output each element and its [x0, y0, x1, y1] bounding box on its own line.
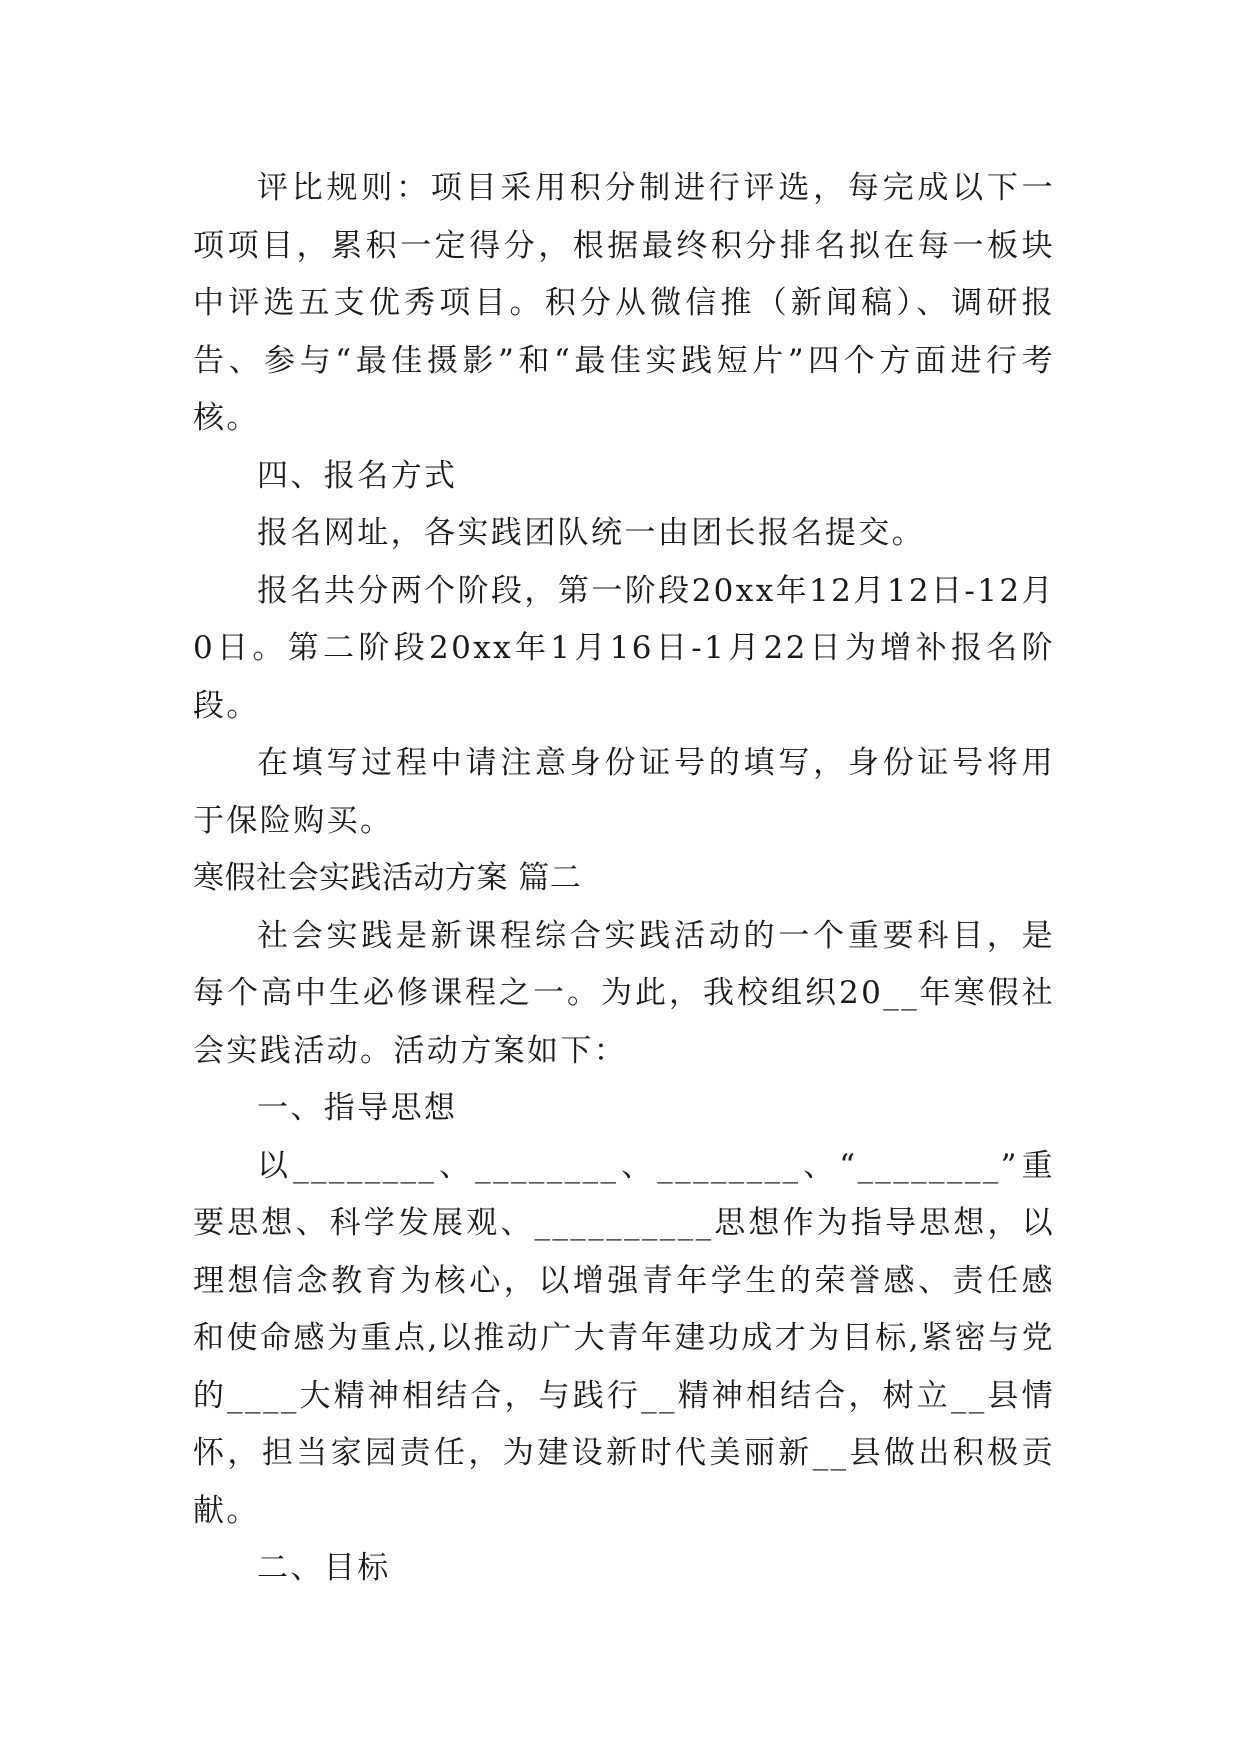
paragraph-id-notice: 在填写过程中请注意身份证号的填写，身份证号将用于保险购买。 — [193, 745, 1055, 839]
document-body — [193, 160, 1055, 1598]
paragraph-guiding-ideology: 以________、________、________、“________”重要思想、科学发展观、__________思想作为指导思想，以理想信念教育为核心，以增强青年学生的荣誉感、责任感和使命感为重点,以推动广大青年建功成才为目标,紧密与党的____大精神相结合，与践行__精神相结合，树立__县情怀，担当家园责任，为建设新时代美丽新__县做出积极贡献。 — [193, 1147, 1055, 1529]
heading-registration-method: 四、报名方式 — [257, 457, 458, 494]
heading-goals: 二、目标 — [257, 1550, 391, 1586]
paragraph-registration-stages: 报名共分两个阶段，第一阶段20xx年12月12日-12月0日。第二阶段20xx年1月16日-1月22日为增补报名阶段。 — [193, 572, 1055, 724]
paragraph-intro: 社会实践是新课程综合实践活动的一个重要科目，是每个高中生必修课程之一。为此，我校组织20__年寒假社会实践活动。活动方案如下： — [193, 917, 1055, 1069]
heading-guiding-ideology: 一、指导思想 — [257, 1090, 458, 1126]
paragraph-evaluation-rules: 评比规则：项目采用积分制进行评选，每完成以下一项项目，累积一定得分，根据最终积分排名拟在每一板块中评选五支优秀项目。积分从微信推（新闻稿）、调研报告、参与“最佳摄影”和“最佳实践短片”四个方面进行考核。 — [193, 170, 1055, 436]
paragraph-registration-url: 报名网址，各实践团队统一由团长报名提交。 — [257, 515, 925, 551]
section-title: 寒假社会实践活动方案 篇二 — [193, 860, 582, 896]
